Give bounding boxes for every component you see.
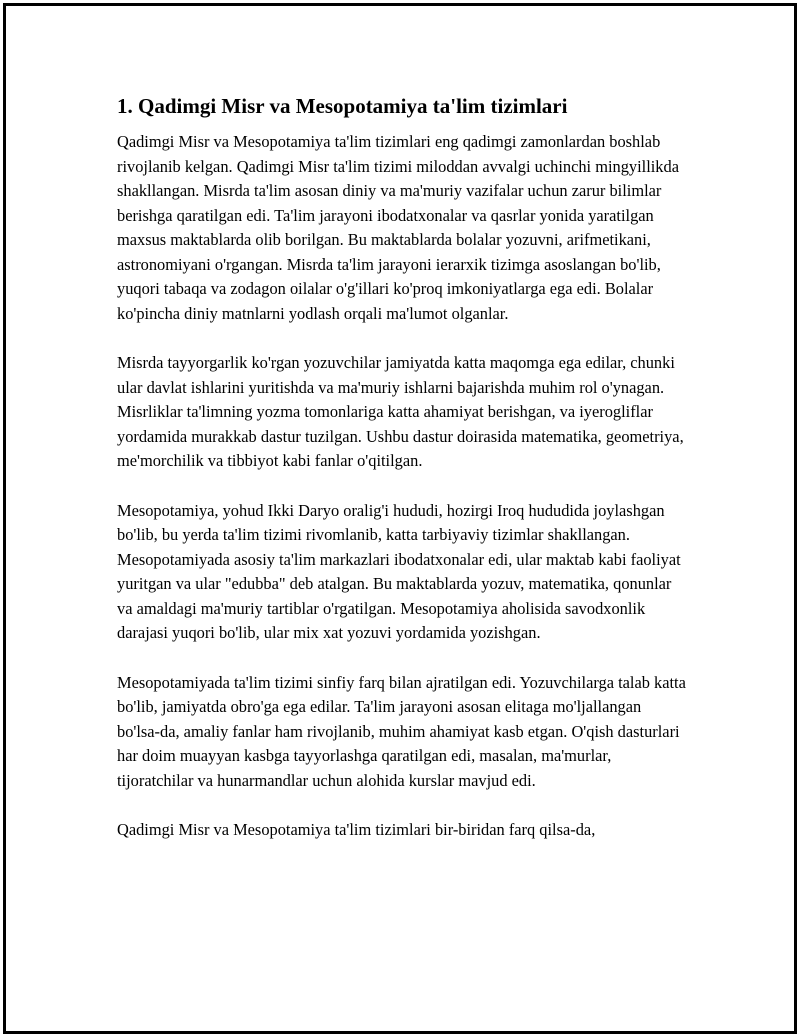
section-heading: 1. Qadimgi Misr va Mesopotamiya ta'lim tizimlari [117,94,568,118]
paragraph-1: Qadimgi Misr va Mesopotamiya ta'lim tizimlari eng qadimgi zamonlardan boshlab rivojlanib kelgan. Qadimgi Misr ta'lim tizimi miloddan avvalgi uchinchi mingyillikda shakllangan. Misrda ta'lim asosan diniy va ma'muriy vazifalar uchun zarur bilimlar berishga qaratilgan edi. Ta'lim jarayoni ibodatxonalar va qasrlar yonida yaratilgan maxsus maktablarda olib borilgan. Bu maktablarda bolalar yozuvni, arifmetikani, astronomiyani o'rgangan. Misrda ta'lim jarayoni ierarxik tizimga asoslangan bo'lib, yuqori tabaqa va zodagon oilalar o'g'illari ko'proq imkoniyatlarga ega edi. Bolalar ko'pincha diniy matnlarni yodlash orqali ma'lumot olganlar. [117,132,679,323]
paragraph-4: Mesopotamiyada ta'lim tizimi sinfiy farq bilan ajratilgan edi. Yozuvchilarga talab katta bo'lib, jamiyatda obro'ga ega edilar. Ta'lim jarayoni asosan elitaga mo'ljallangan bo'lsa-da, amaliy fanlar ham rivojlanib, muhim ahamiyat kasb etgan. O'qish dasturlari har doim muayyan kasbga tayyorlashga qaratilgan edi, masalan, ma'murlar, tijoratchilar va hunarmandlar uchun alohida kurslar mavjud edi. [117,672,686,790]
paragraph-3: Mesopotamiya, yohud Ikki Daryo oralig'i hududi, hozirgi Iroq hududida joylashgan bo'lib, bu yerda ta'lim tizimi rivomlanib, katta tarbiyaviy tizimlar shakllangan. Mesopotamiyada asosiy ta'lim markazlari ibodatxonalar edi, ular maktab kabi faoliyat yuritgan va ular "edubba" deb atalgan. Bu maktablarda yozuv, matematika, qonunlar va amaldagi ma'muriy tartiblar o'rgatilgan. Mesopotamiya aholisida savodxonlik darajasi yuqori bo'lib, ular mix xat yozuvi yordamida yozishgan. [117,500,681,642]
document-body [117,92,687,843]
paragraph-5: Qadimgi Misr va Mesopotamiya ta'lim tizimlari bir-biridan farq qilsa-da, [117,820,596,839]
paragraph-2: Misrda tayyorgarlik ko'rgan yozuvchilar jamiyatda katta maqomga ega edilar, chunki ular davlat ishlarini yuritishda va ma'muriy ishlarni bajarishda muhim rol o'ynagan. Misrliklar ta'limning yozma tomonlariga katta ahamiyat berishgan, va iyerogliflar yordamida murakkab dastur tuzilgan. Ushbu dastur doirasida matematika, geometriya, me'morchilik va tibbiyot kabi fanlar o'qitilgan. [117,353,684,470]
